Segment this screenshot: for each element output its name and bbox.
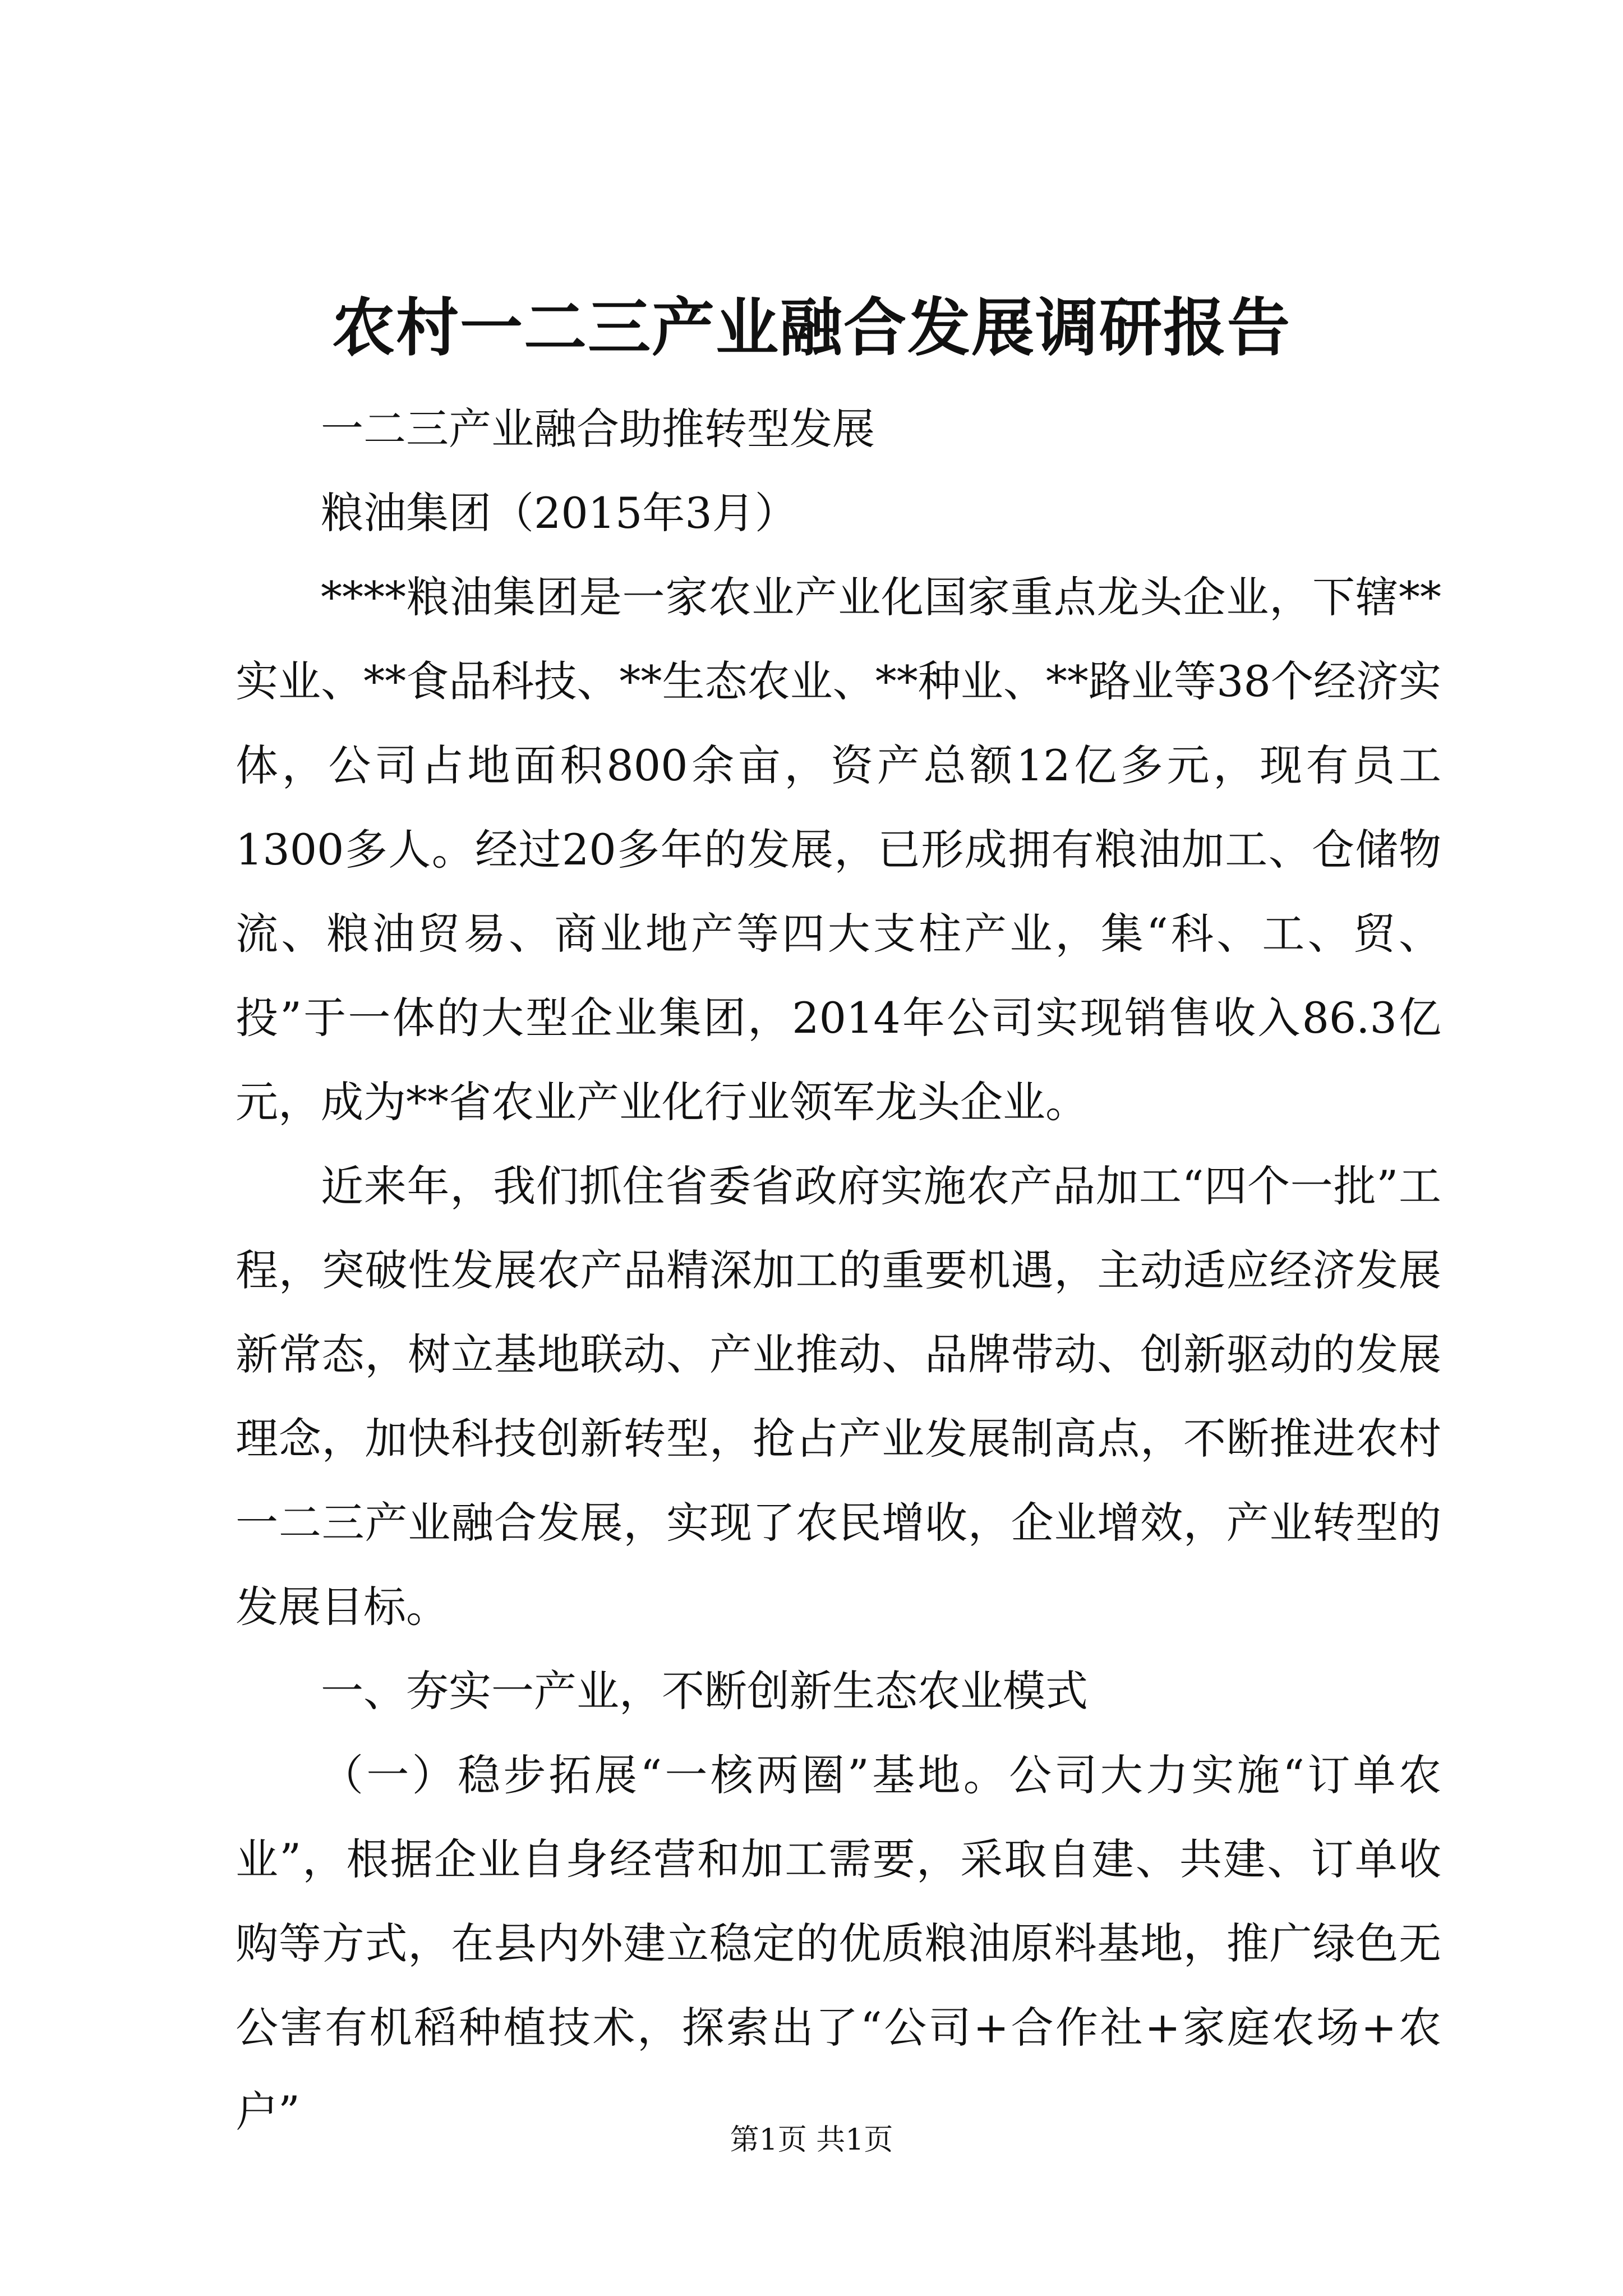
page-footer: 第1页 共1页 [730,2123,893,2157]
document-title: 农村一二三产业融合发展调研报告 [332,291,1291,365]
document-subtitle: 一二三产业融合助推转型发展 [321,404,875,454]
body-paragraph: ****粮油集团是一家农业产业化国家重点龙头企业，下辖**实业、**食品科技、**生态农业、**种业、**路业等38个经济实体，公司占地面积800余亩，资产总额12亿多元，现有员工1300多人。经过20多年的发展，已形成拥有粮油加工、仓储物流、粮油贸易、商业地产等四大支柱产业，集“科、工、贸、投”于一体的大型企业集团，2014年公司实现销售收入86.3亿元，成为**省农业产业化行业领军龙头企业。 [236,572,1441,1127]
section-heading: 一、夯实一产业，不断创新生态农业模式 [321,1666,1088,1716]
body-paragraph: 近来年，我们抓住省委省政府实施农产品加工“四个一批”工程，突破性发展农产品精深加工的重要机遇，主动适应经济发展新常态，树立基地联动、产业推动、品牌带动、创新驱动的发展理念，加快科技创新转型，抢占产业发展制高点，不断推进农村一二三产业融合发展，实现了农民增收，企业增效，产业转型的发展目标。 [236,1161,1441,1632]
document-body [236,387,1441,2154]
author-line: 粮油集团（2015年3月） [321,488,797,538]
body-paragraph: （一）稳步拓展“一核两圈”基地。公司大力实施“订单农业”，根据企业自身经营和加工需要，采取自建、共建、订单收购等方式，在县内外建立稳定的优质粮油原料基地，推广绿色无公害有机稻种植技术，探索出了“公司+合作社+家庭农场+农户” [236,1750,1441,2137]
